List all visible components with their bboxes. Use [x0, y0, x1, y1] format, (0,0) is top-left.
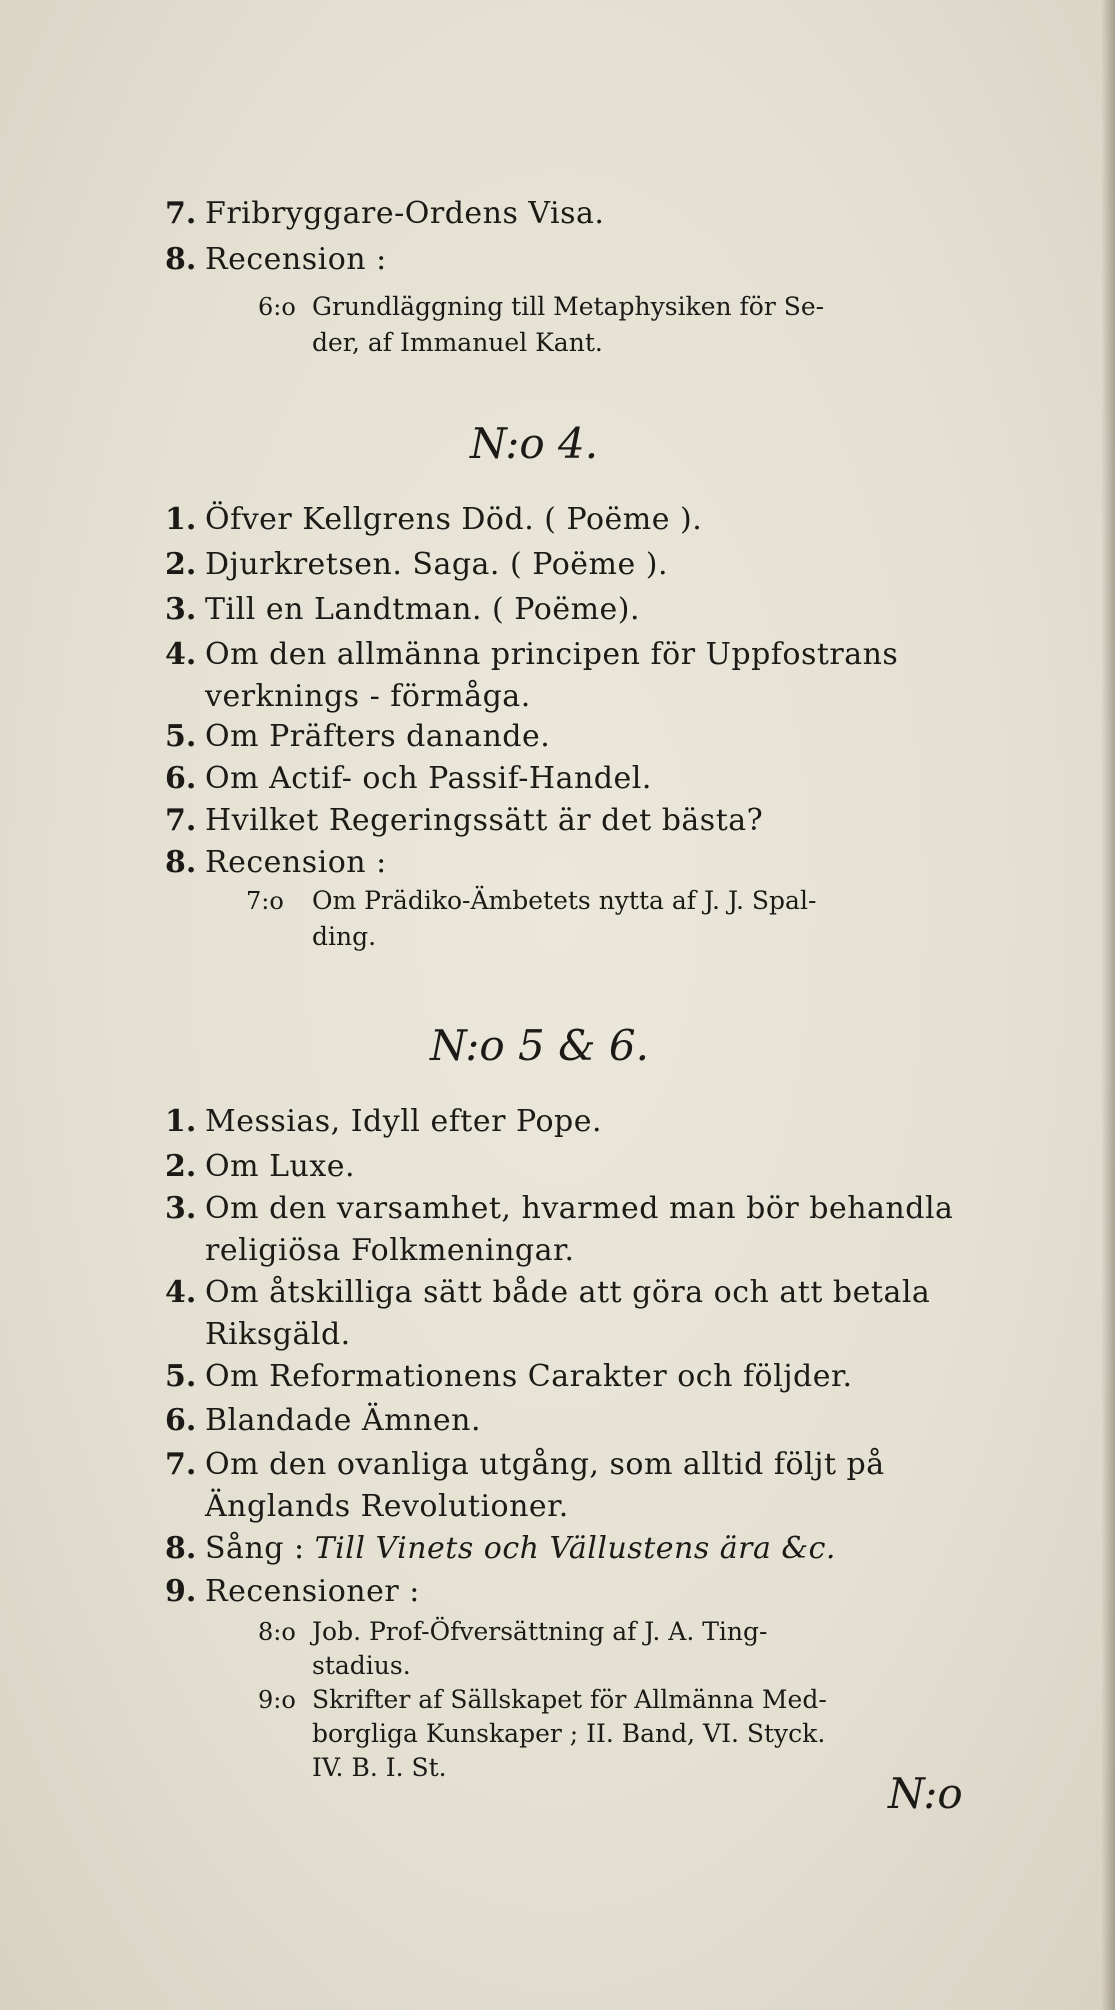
item-number: 9. [165, 1574, 197, 1609]
item-number: 6. [165, 1403, 197, 1438]
sub-text: IV. B. I. St. [312, 1753, 447, 1782]
song-label: Sång : [205, 1531, 315, 1566]
item-number: 8. [165, 242, 197, 277]
item-text: Recensioner : [205, 1574, 420, 1609]
item-text: Om Reformationens Carakter och följder. [205, 1359, 853, 1394]
item-number: 6. [165, 761, 197, 796]
sub-number: 6:o [258, 293, 296, 321]
item-continuation: verknings - förmåga. [205, 679, 531, 714]
section-heading: N:o 5 & 6. [430, 1021, 649, 1070]
item-text [205, 1532, 836, 1566]
item-text: Om Actif- och Passif-Handel. [205, 761, 652, 796]
item-number: 8. [165, 1531, 197, 1566]
sub-text: borgliga Kunskaper ; II. Band, VI. Styck. [312, 1719, 826, 1748]
sub-text: der, af Immanuel Kant. [312, 328, 603, 357]
item-number: 4. [165, 1275, 197, 1310]
item-text: Messias, Idyll efter Pope. [205, 1104, 603, 1139]
item-number: 1. [165, 502, 197, 537]
item-text: Blandade Ämnen. [205, 1403, 481, 1438]
sub-text: Skrifter af Sällskapet för Allmänna Med- [312, 1685, 827, 1714]
item-number: 7. [165, 803, 197, 838]
item-continuation: religiösa Folkmeningar. [205, 1233, 575, 1268]
item-number: 8. [165, 845, 197, 880]
item-number: 5. [165, 1359, 197, 1394]
sub-text: Job. Prof-Öfversättning af J. A. Ting- [312, 1617, 768, 1646]
item-text: Om Luxe. [205, 1149, 356, 1184]
song-title: Till Vinets och Vällustens ära &c. [314, 1531, 836, 1566]
item-continuation: Riksgäld. [205, 1317, 351, 1352]
sub-number: 9:o [258, 1686, 296, 1714]
item-text: Om den ovanliga utgång, som alltid följt på [205, 1447, 885, 1482]
item-text: Hvilket Regeringssätt är det bästa? [205, 803, 764, 838]
item-text: Recension : [205, 242, 387, 277]
sub-text: ding. [312, 922, 377, 951]
item-number: 3. [165, 592, 197, 627]
item-text: Fribryggare-Ordens Visa. [205, 196, 605, 231]
item-text: Öfver Kellgrens Död. ( Poëme ). [205, 502, 703, 537]
item-text: Om den varsamhet, hvarmed man bör behandla [205, 1191, 954, 1226]
item-number: 7. [165, 1447, 197, 1482]
catchword: N:o [888, 1769, 963, 1818]
sub-number: 8:o [258, 1618, 296, 1646]
item-text: Om åtskilliga sätt både att göra och att betala [205, 1275, 931, 1310]
item-number: 5. [165, 719, 197, 754]
item-text: Till en Landtman. ( Poëme). [205, 592, 641, 627]
item-number: 7. [165, 196, 197, 231]
item-number: 1. [165, 1104, 197, 1139]
section-heading: N:o 4. [470, 419, 599, 468]
sub-number: 7:o [246, 887, 284, 915]
item-number: 2. [165, 1149, 197, 1184]
sub-text: Om Prädiko-Ämbetets nytta af J. J. Spal- [312, 886, 817, 915]
item-text: Djurkretsen. Saga. ( Poëme ). [205, 547, 668, 582]
page-edge-shadow [1101, 0, 1115, 2010]
item-text: Recension : [205, 845, 387, 880]
item-text: Om den allmänna principen för Uppfostrans [205, 637, 899, 672]
sub-text: Grundläggning till Metaphysiken för Se- [312, 292, 825, 321]
item-number: 2. [165, 547, 197, 582]
item-text: Om Präfters danande. [205, 719, 551, 754]
item-number: 4. [165, 637, 197, 672]
item-continuation: Änglands Revolutioner. [205, 1489, 569, 1524]
item-number: 3. [165, 1191, 197, 1226]
sub-text: stadius. [312, 1651, 411, 1680]
